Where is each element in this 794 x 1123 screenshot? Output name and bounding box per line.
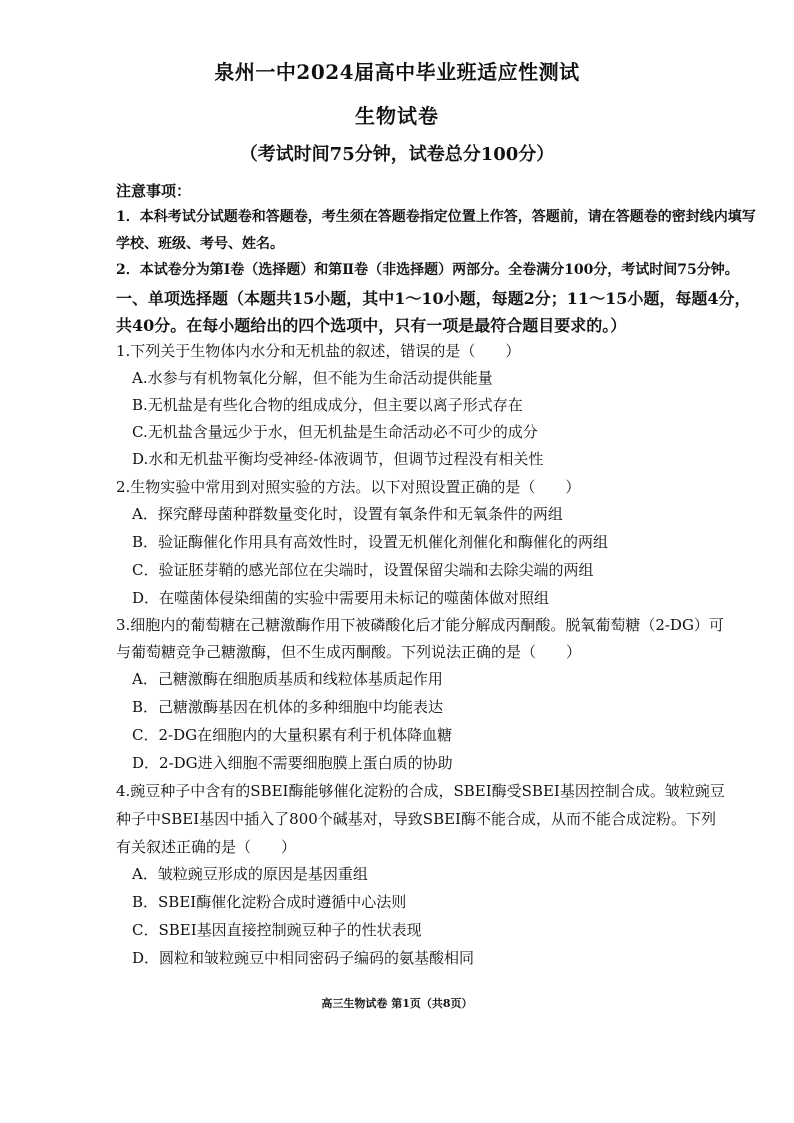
question-3-option-a: A．己糖激酶在细胞质基质和线粒体基质起作用 <box>132 670 443 688</box>
notice-item-1-line-1: 1．本科考试分试题卷和答题卷，考生须在答题卷指定位置上作答，答题前，请在答题卷的密封线内填写 <box>116 209 756 225</box>
question-4-stem-line-3: 有关叙述正确的是（ ） <box>116 838 297 856</box>
question-2-stem: 2.生物实验中常用到对照实验的方法。以下对照设置正确的是（ ） <box>116 478 581 496</box>
notice-item-1-line-2: 学校、班级、考号、姓名。 <box>116 236 284 252</box>
question-1-option-a: A.水参与有机物氧化分解，但不能为生命活动提供能量 <box>132 369 493 387</box>
question-4-option-a: A．皱粒豌豆形成的原因是基因重组 <box>132 865 368 883</box>
time-note: （考试时间75分钟，试卷总分100分） <box>239 144 555 165</box>
question-1-option-b: B.无机盐是有些化合物的组成成分，但主要以离子形式存在 <box>132 396 523 414</box>
question-4-stem-line-2: 种子中SBEI基因中插入了800个碱基对，导致SBEI酶不能合成，从而不能合成淀粉。下列 <box>116 810 716 828</box>
section-heading-line-1: 一、单项选择题（本题共15小题，其中1～10小题，每题2分；11～15小题，每题4分， <box>116 289 751 308</box>
question-2-option-c: C．验证胚芽鞘的感光部位在尖端时，设置保留尖端和去除尖端的两组 <box>132 561 594 579</box>
question-1-stem: 1.下列关于生物体内水分和无机盐的叙述，错误的是（ ） <box>116 342 521 360</box>
subject-title: 生物试卷 <box>355 104 439 128</box>
question-3-option-d: D．2-DG进入细胞不需要细胞膜上蛋白质的协助 <box>132 754 453 772</box>
question-1-option-c: C.无机盐含量远少于水，但无机盐是生命活动必不可少的成分 <box>132 423 538 441</box>
question-3-stem-line-1: 3.细胞内的葡萄糖在己糖激酶作用下被磷酸化后才能分解成丙酮酸。脱氧葡萄糖（2-DG）可 <box>116 616 724 634</box>
question-2-option-b: B．验证酶催化作用具有高效性时，设置无机催化剂催化和酶催化的两组 <box>132 533 609 551</box>
question-2-option-a: A．探究酵母菌种群数量变化时，设置有氧条件和无氧条件的两组 <box>132 505 563 523</box>
notice-item-2: 2．本试卷分为第Ⅰ卷（选择题）和第Ⅱ卷（非选择题）两部分。全卷满分100分，考试时间75分钟。 <box>116 262 739 278</box>
page-footer: 高三生物试卷 第1页（共8页） <box>321 997 473 1010</box>
question-3-option-c: C．2-DG在细胞内的大量积累有利于机体降血糖 <box>132 726 453 744</box>
question-3-option-b: B．己糖激酶基因在机体的多种细胞中均能表达 <box>132 698 444 716</box>
section-heading-line-2: 共40分。在每小题给出的四个选项中，只有一项是最符合题目要求的。） <box>116 316 627 335</box>
notice-heading: 注意事项： <box>116 182 192 200</box>
question-4-stem-line-1: 4.豌豆种子中含有的SBEI酶能够催化淀粉的合成，SBEI酶受SBEI基因控制合成。皱粒豌豆 <box>116 782 725 800</box>
question-4-option-d: D．圆粒和皱粒豌豆中相同密码子编码的氨基酸相同 <box>132 949 475 967</box>
question-1-option-d: D.水和无机盐平衡均受神经-体液调节，但调节过程没有相关性 <box>132 450 544 468</box>
question-2-option-d: D．在噬菌体侵染细菌的实验中需要用未标记的噬菌体做对照组 <box>132 589 550 607</box>
question-4-option-b: B．SBEI酶催化淀粉合成时遵循中心法则 <box>132 893 407 911</box>
question-3-stem-line-2: 与葡萄糖竞争己糖激酶，但不生成丙酮酸。下列说法正确的是（ ） <box>116 643 582 661</box>
exam-title: 泉州一中2024届高中毕业班适应性测试 <box>214 60 580 84</box>
question-4-option-c: C．SBEI基因直接控制豌豆种子的性状表现 <box>132 921 422 939</box>
